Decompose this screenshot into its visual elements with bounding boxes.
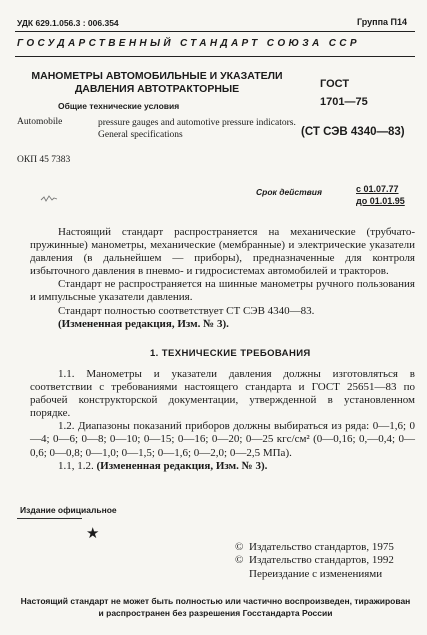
gost-label: ГОСТ	[320, 78, 350, 90]
section-amendment-prefix: 1.1, 1.2.	[58, 459, 94, 472]
margin-mark-icon	[40, 194, 58, 207]
copyright-text-1: Издательство стандартов, 1975	[249, 541, 394, 553]
copyright-text-2: Издательство стандартов, 1992	[249, 554, 394, 567]
header-rule-top	[15, 31, 415, 32]
copyright-block	[235, 541, 394, 581]
state-standard-banner: ГОСУДАРСТВЕННЫЙ СТАНДАРТ СОЮЗА ССР	[17, 38, 360, 49]
section-text	[30, 368, 415, 473]
official-edition-rule	[17, 518, 82, 519]
group-code: Группа П14	[356, 17, 407, 27]
intro-amendment: (Измененная редакция, Изм. № 3).	[58, 317, 229, 330]
copyright-line-2	[235, 554, 394, 567]
english-title: pressure gauges and automotive pressure indicators. General specifications	[98, 118, 296, 140]
reissue-note: Переиздание с изменениями	[249, 567, 383, 580]
star-icon: ★	[86, 526, 100, 542]
header-rule-bottom	[15, 56, 415, 57]
intro-paragraph-2: Стандарт не распространяется на шинные манометры ручного пользования и импульсные указатели давления.	[30, 278, 415, 304]
copyright-line-3	[235, 568, 394, 581]
validity-dates	[356, 183, 405, 207]
copyright-line-1	[235, 541, 394, 554]
section-amendment-line	[30, 460, 415, 473]
udk-code: УДК 629.1.056.3 : 006.354	[17, 18, 119, 28]
section-paragraph-1: 1.1. Манометры и указатели давления должны изготовляться в соответствии с требованиями настоящего стандарта и ГОСТ 25651—83 по рабочей конструкторской документации, утвержденной в установленном порядке.	[30, 368, 415, 420]
intro-paragraph-1: Настоящий стандарт распространяется на механические (трубчато-пружинные) манометры, механические (мембранные) и электрические указатели давления (в дальнейшем — приборы), предназначенные для контроля избыточного давления в пневмо- и гидросистемах автомобилей и тракторов.	[30, 226, 415, 278]
official-edition-label: Издание официальное	[20, 505, 117, 515]
copyright-icon: ©	[235, 541, 244, 553]
copyright-icon: ©	[235, 554, 244, 567]
document-title: МАНОМЕТРЫ АВТОМОБИЛЬНЫЕ И УКАЗАТЕЛИ ДАВЛЕНИЯ АВТОТРАКТОРНЫЕ	[31, 70, 283, 95]
section-title: 1. ТЕХНИЧЕСКИЕ ТРЕБОВАНИЯ	[150, 348, 311, 359]
validity-to: до 01.01.95	[356, 196, 405, 206]
section-amendment: (Измененная редакция, Изм. № 3).	[96, 459, 268, 472]
okp-code: ОКП 45 7383	[17, 155, 71, 165]
english-title-lead: Automobile	[17, 117, 63, 127]
validity-label: Срок действия	[256, 187, 322, 197]
intro-text	[30, 226, 415, 331]
sev-reference: (СТ СЭВ 4340—83)	[301, 126, 405, 138]
reproduction-notice: Настоящий стандарт не может быть полностью или частично воспроизведен, тиражирован и распространен без разрешения Госстандарта России	[20, 596, 411, 618]
validity-from: с 01.07.77	[356, 184, 399, 194]
document-subtitle: Общие технические условия	[58, 101, 180, 111]
gost-number: 1701—75	[320, 96, 368, 108]
intro-paragraph-3: Стандарт полностью соответствует СТ СЭВ 4340—83.	[58, 304, 315, 317]
section-paragraph-2: 1.2. Диапазоны показаний приборов должны выбираться из ряда: 0—1,6; 0—4; 0—6; 0—8; 0—10; 0—15; 0—16; 0—20; 0—25 кгс/см² (0—0,16; 0,—0,4; 0—0,6; 0—0,8; 0—1,0; 0—1,5; 0—1,6; 0—2,0; 0—2,5 МПа).	[30, 420, 415, 459]
